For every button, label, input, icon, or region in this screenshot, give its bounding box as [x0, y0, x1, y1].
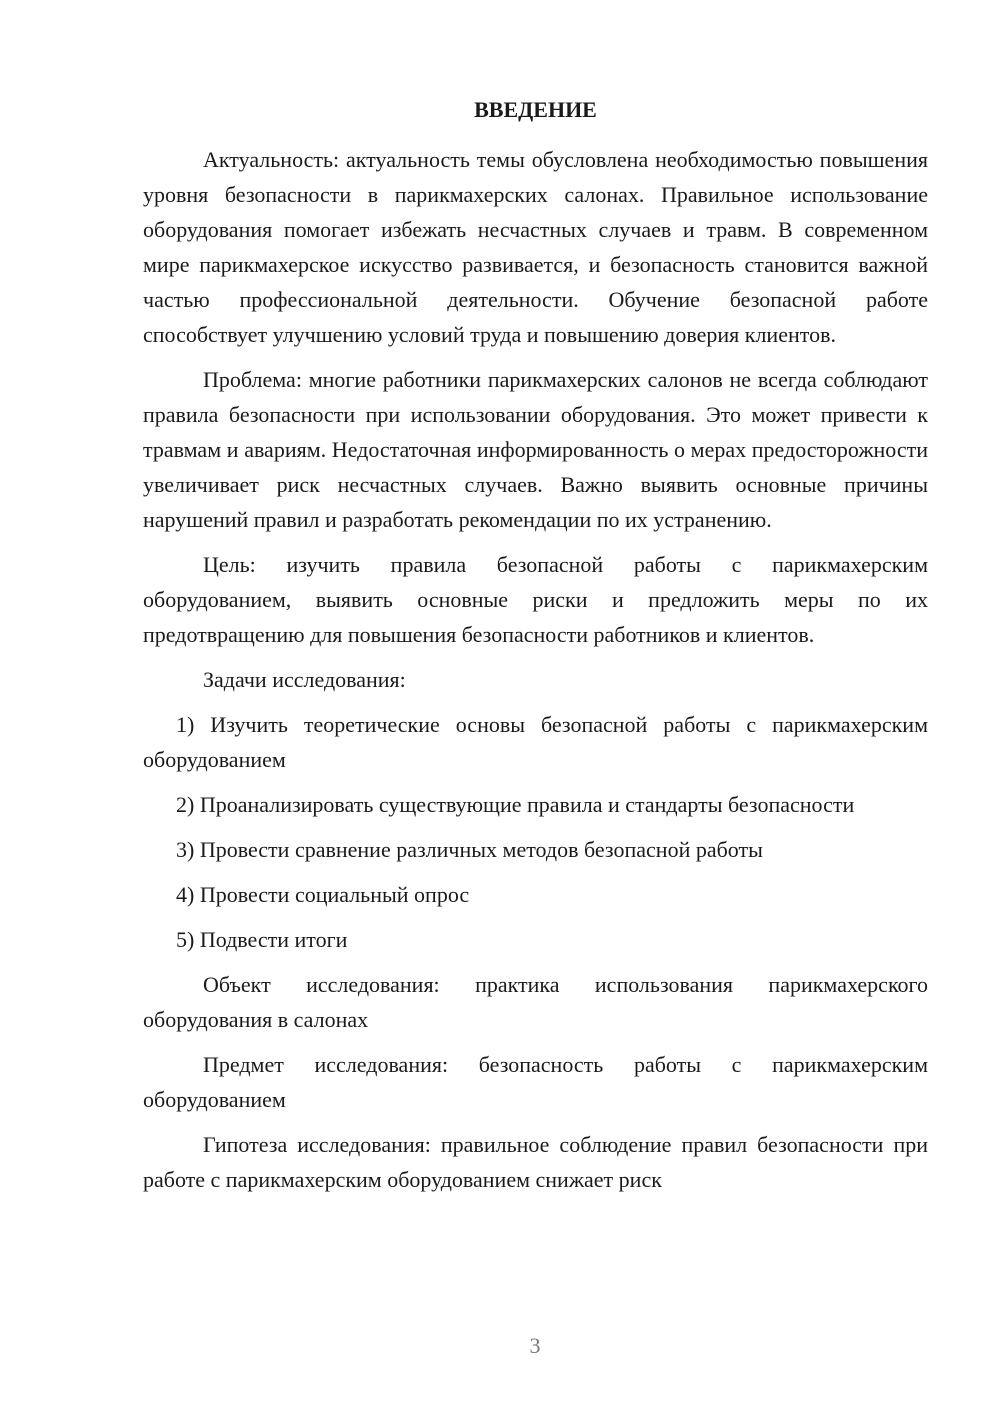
document-page [143, 92, 928, 1207]
paragraph-object: Объект исследования: практика использования парикмахерского оборудования в салонах [143, 972, 928, 1032]
page-number: 3 [529, 1333, 541, 1358]
task-item-5: 5) Подвести итоги [176, 927, 348, 952]
task-item-1: 1) Изучить теоретические основы безопасной работы с парикмахерским оборудованием [143, 712, 928, 772]
paragraph-relevance: Актуальность: актуальность темы обусловлена необходимостью повышения уровня безопасности в парикмахерских салонах. Правильное использование оборудования помогает избежать несчастных случаев и травм. В современном мире парикмахерское искусство развивается, и безопасность становится важной частью профессиональной деятельности. Обучение безопасной работе способствует улучшению условий труда и повышению доверия клиентов. [143, 147, 928, 347]
paragraph-hypothesis: Гипотеза исследования: правильное соблюдение правил безопасности при работе с парикмахерским оборудованием снижает риск [143, 1132, 928, 1192]
tasks-intro: Задачи исследования: [203, 667, 406, 692]
section-heading: ВВЕДЕНИЕ [474, 97, 597, 122]
paragraph-problem: Проблема: многие работники парикмахерских салонов не всегда соблюдают правила безопасности при использовании оборудования. Это может привести к травмам и авариям. Недостаточная информированность о мерах предосторожности увеличивает риск несчастных случаев. Важно выявить основные причины нарушений правил и разработать рекомендации по их устранению. [143, 367, 928, 532]
paragraph-goal: Цель: изучить правила безопасной работы с парикмахерским оборудованием, выявить основные риски и предложить меры по их предотвращению для повышения безопасности работников и клиентов. [143, 552, 928, 647]
paragraph-subject: Предмет исследования: безопасность работы с парикмахерским оборудованием [143, 1052, 928, 1112]
task-item-2: 2) Проанализировать существующие правила и стандарты безопасности [176, 792, 855, 817]
task-item-4: 4) Провести социальный опрос [176, 882, 470, 907]
task-item-3: 3) Провести сравнение различных методов безопасной работы [176, 837, 763, 862]
